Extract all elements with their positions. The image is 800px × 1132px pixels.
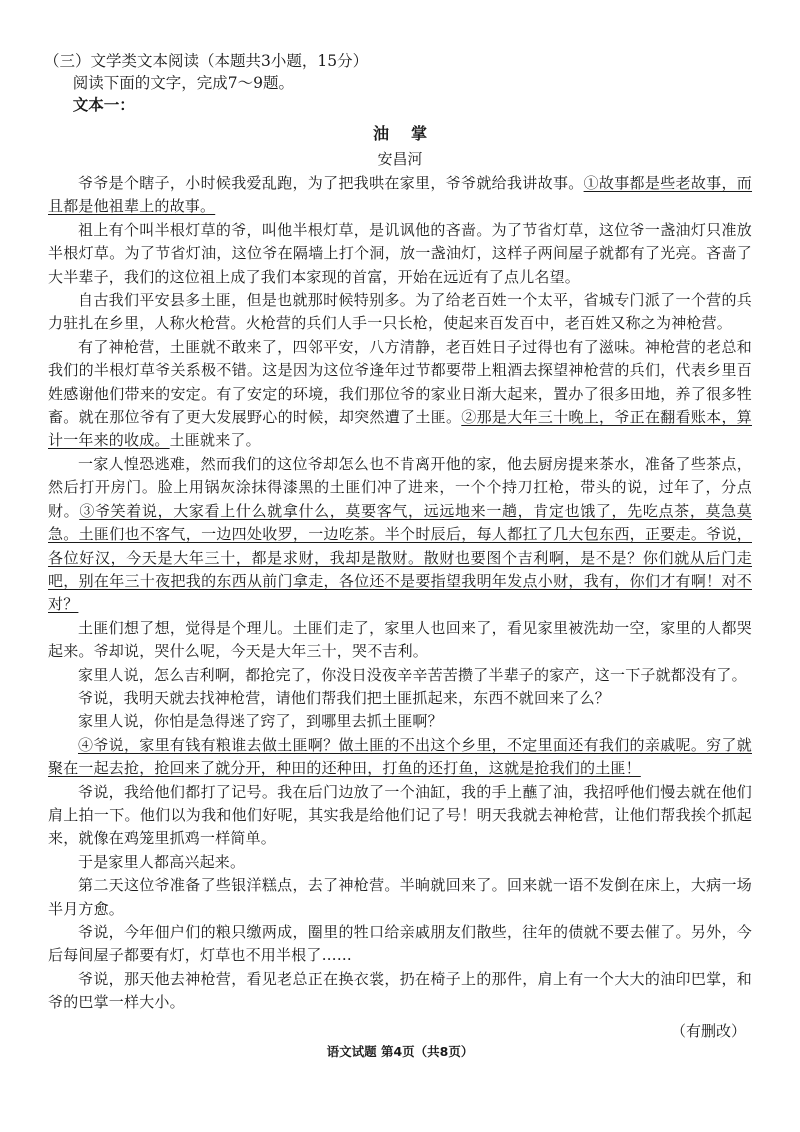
- paragraph-13: 第二天这位爷准备了些银洋糕点，去了神枪营。半晌就回来了。回来就一语不发倒在床上，大病一场半月方愈。: [48, 876, 752, 918]
- underlined-sentence-4: ④爷说，家里有钱有粮谁去做土匪啊？做土匪的不出这个乡里，不定里面还有我们的亲戚呢。穷了就聚在一起去抢，抢回来了就分开，种田的还种田，打鱼的还打鱼，这就是抢我们的土匪！: [48, 735, 752, 778]
- paragraph-10: [48, 734, 752, 781]
- underlined-sentence-1: ①故事都是些老故事，而且都是他祖辈上的故事。: [48, 174, 753, 216]
- article-author: 安昌河: [377, 150, 423, 168]
- article-title: 油掌: [372, 124, 449, 143]
- text-label: 文本一：: [72, 95, 135, 114]
- underlined-sentence-3: ③爷笑着说，大家看上什么就拿什么，莫要客气，远远地来一趟，肯定也饿了，先吃点茶，莫急莫急。土匪们也不客气，一边四处收罗，一边吃茶。半个时辰后，每人都扛了几大包东西，正要走。爷说，各位好汉，今天是大年三十，都是求财，我却是散财。散财也要图个吉利啊，是不是？你们就从后门走吧，别在年三十夜把我的东西从前门拿走，各位还不是要指望我明年发点小财，我有，你们才有啊！对不对？: [48, 501, 752, 614]
- paragraph-14: 爷说，今年佃户们的粮只缴两成，圈里的牲口给亲戚朋友们散些，往年的债就不要去催了。另外，今后每间屋子都要有灯，灯草也不用半根了……: [48, 923, 752, 965]
- paragraph-8: 爷说，我明天就去找神枪营，请他们帮我们把土匪抓起来，东西不就回来了么？: [78, 688, 611, 707]
- page-footer: 语文试题 第4页（共8页）: [326, 1044, 474, 1059]
- paragraph-5: 一家人惶恐逃难，然而我们的这位爷却怎么也不肯离开他的家，他去厨房提来茶水，准备了些茶点，然后打开房门。脸上用锅灰涂抹得漆黑的土匪们冲了进来，一个个持刀扛枪，带头的说，过年了，分点财。③爷笑着说，大家看上什么就拿什么，莫要客气，远远地来一趟，肯定也饿了，先吃点茶，莫急莫急。土匪们也不客气，一边四处收罗，一边吃茶。半个时辰后，每人都扛了几大包东西，正要走。爷说，各位好汉，今天是大年三十，都是求财，我却是散财。散财也要图个吉利啊，是不是？你们就从后门走吧，别在年三十夜把我的东西从前门拿走，各位还不是要指望我明年发点小财，我有，你们才有啊！对不对？: [48, 454, 752, 614]
- paragraph-15: 爷说，那天他去神枪营，看见老总正在换衣裳，扔在椅子上的那件，肩上有一个大大的油印巴掌，和爷的巴掌一样大小。: [48, 969, 752, 1012]
- paragraph-11: 爷说，我给他们都打了记号。我在后门边放了一个油缸，我的手上蘸了油，我招呼他们慢去就在他们肩上拍一下。他们以为我和他们好呢，其实我是给他们记了号！明天我就去神枪营，让他们帮我挨个抓起来，就像在鸡笼里抓鸡一样简单。: [48, 782, 752, 848]
- section-heading: （三）文学类文本阅读（本题共3小题，15分）: [44, 52, 369, 70]
- paragraph-12: 于是家里人都高兴起来。: [78, 852, 246, 871]
- paragraph-3: 自古我们平安县多土匪，但是也就那时候特别多。为了给老百姓一个太平，省城专门派了一个营的兵力驻扎在乡里，人称火枪营。火枪营的兵们人手一只长枪，使起来百发百中，老百姓又称之为神枪营。: [48, 291, 752, 333]
- paragraph-4: 有了神枪营，土匪就不敢来了，四邻平安，八方清静，老百姓日子过得也有了滋味。神枪营的老总和我们的半根灯草爷关系极不错。这是因为这位爷逢年过节都要带上粗酒去探望神枪营的兵们，代表乡里百姓感谢他们带来的安定。有了安定的环境，我们那位爷的家业日渐大起来，置办了很多田地，养了很多牲畜。就在那位爷有了更大发展野心的时候，却突然遭了土匪。②那是大年三十晚上，爷正在翻看账本，算计一年来的收成。土匪就来了。: [48, 337, 752, 450]
- instruction-text: 阅读下面的文字，完成7～9题。: [72, 74, 295, 92]
- paragraph-2: 祖上有个叫半根灯草的爷，叫他半根灯草，是讥讽他的吝啬。为了节省灯草，这位爷一盏油灯只准放半根灯草。为了节省灯油，这位爷在隔墙上打个洞，放一盏油灯，这样子两间屋子就都有了光亮。吝啬了大半辈子，我们的这位祖上成了我们本家现的首富，开始在远近有了点儿名望。: [48, 220, 752, 286]
- paragraph-9: 家里人说，你怕是急得迷了窍了，到哪里去抓土匪啊？: [78, 712, 443, 731]
- paragraph-1: 爷爷是个瞎子，小时候我爱乱跑，为了把我哄在家里，爷爷就给我讲故事。①故事都是些老故事，而且都是他祖辈上的故事。: [48, 174, 753, 216]
- paragraph-6: 土匪们想了想，觉得是个理儿。土匪们走了，家里人也回来了，看见家里被洗劫一空，家里的人都哭起来。爷却说，哭什么呢，今天是大年三十，哭不吉利。: [48, 618, 752, 661]
- paragraph-7: 家里人说，怎么吉利啊，都抢完了，你没日没夜辛辛苦苦攒了半辈子的家产，这一下子就都没有了。: [78, 665, 747, 684]
- revision-note: （有删改）: [670, 1021, 746, 1040]
- underlined-sentence-2: ②那是大年三十晚上，爷正在翻看账本，算计一年来的收成。: [48, 408, 752, 450]
